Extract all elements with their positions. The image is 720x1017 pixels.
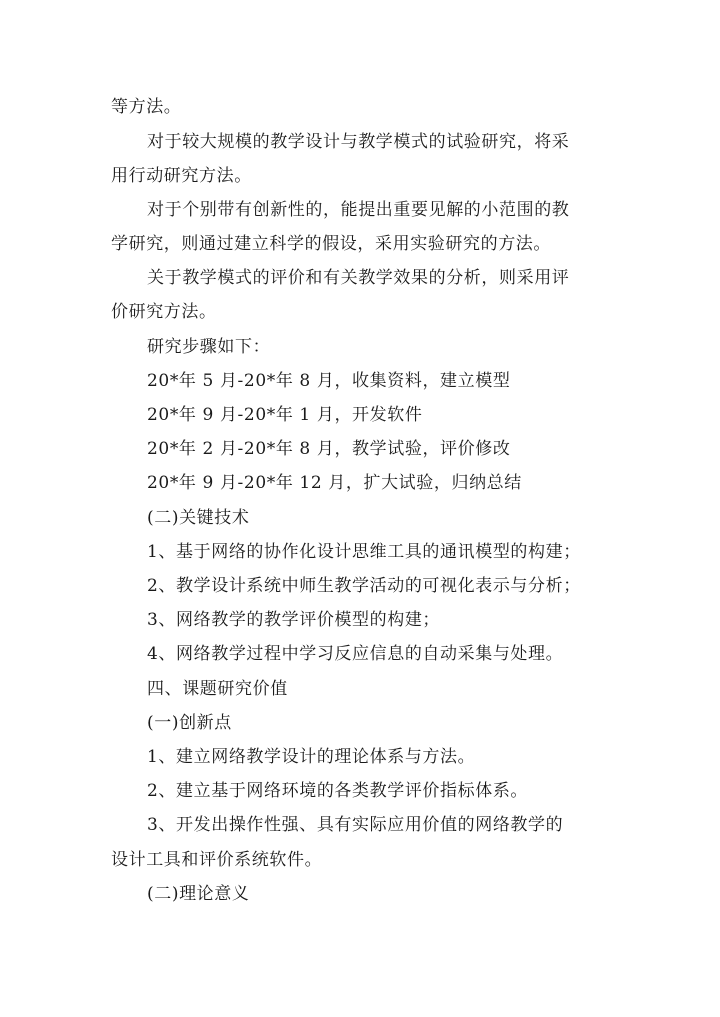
text-line-22: 3、开发出操作性强、具有实际应用价值的网络教学的 bbox=[147, 815, 564, 835]
text-line-9: 20*年 5 月-20*年 8 月，收集资料，建立模型 bbox=[147, 371, 511, 391]
section-heading-key-tech: (二)关键技术 bbox=[147, 508, 250, 528]
text-line-7: 价研究方法。 bbox=[111, 302, 217, 322]
text-line-11: 20*年 2 月-20*年 8 月，教学试验，评价修改 bbox=[147, 439, 511, 459]
text-line-12: 20*年 9 月-20*年 12 月，扩大试验，归纳总结 bbox=[147, 473, 522, 493]
text-line-3: 用行动研究方法。 bbox=[111, 166, 252, 186]
text-line-10: 20*年 9 月-20*年 1 月，开发软件 bbox=[147, 405, 423, 425]
text-line-8: 研究步骤如下： bbox=[147, 337, 271, 357]
text-line-20: 1、建立网络教学设计的理论体系与方法。 bbox=[147, 747, 476, 767]
section-heading-innovation: (一)创新点 bbox=[147, 713, 232, 733]
text-line-21: 2、建立基于网络环境的各类教学评价指标体系。 bbox=[147, 781, 529, 801]
section-heading-theory: (二)理论意义 bbox=[147, 884, 250, 904]
text-line-2: 对于较大规模的教学设计与教学模式的试验研究，将采 bbox=[147, 132, 570, 152]
text-line-15: 2、教学设计系统中师生教学活动的可视化表示与分析； bbox=[147, 576, 581, 596]
text-line-6: 关于教学模式的评价和有关教学效果的分析，则采用评 bbox=[147, 268, 570, 288]
section-heading-research-value: 四、课题研究价值 bbox=[147, 679, 288, 699]
text-line-16: 3、网络教学的教学评价模型的构建； bbox=[147, 610, 441, 630]
text-line-14: 1、基于网络的协作化设计思维工具的通讯模型的构建； bbox=[147, 542, 581, 562]
text-line-17: 4、网络教学过程中学习反应信息的自动采集与处理。 bbox=[147, 644, 564, 664]
text-line-4: 对于个别带有创新性的，能提出重要见解的小范围的教 bbox=[147, 200, 570, 220]
text-line-5: 学研究，则通过建立科学的假设，采用实验研究的方法。 bbox=[111, 234, 551, 254]
text-line-23: 设计工具和评价系统软件。 bbox=[111, 850, 323, 870]
text-line-1: 等方法。 bbox=[111, 97, 182, 117]
